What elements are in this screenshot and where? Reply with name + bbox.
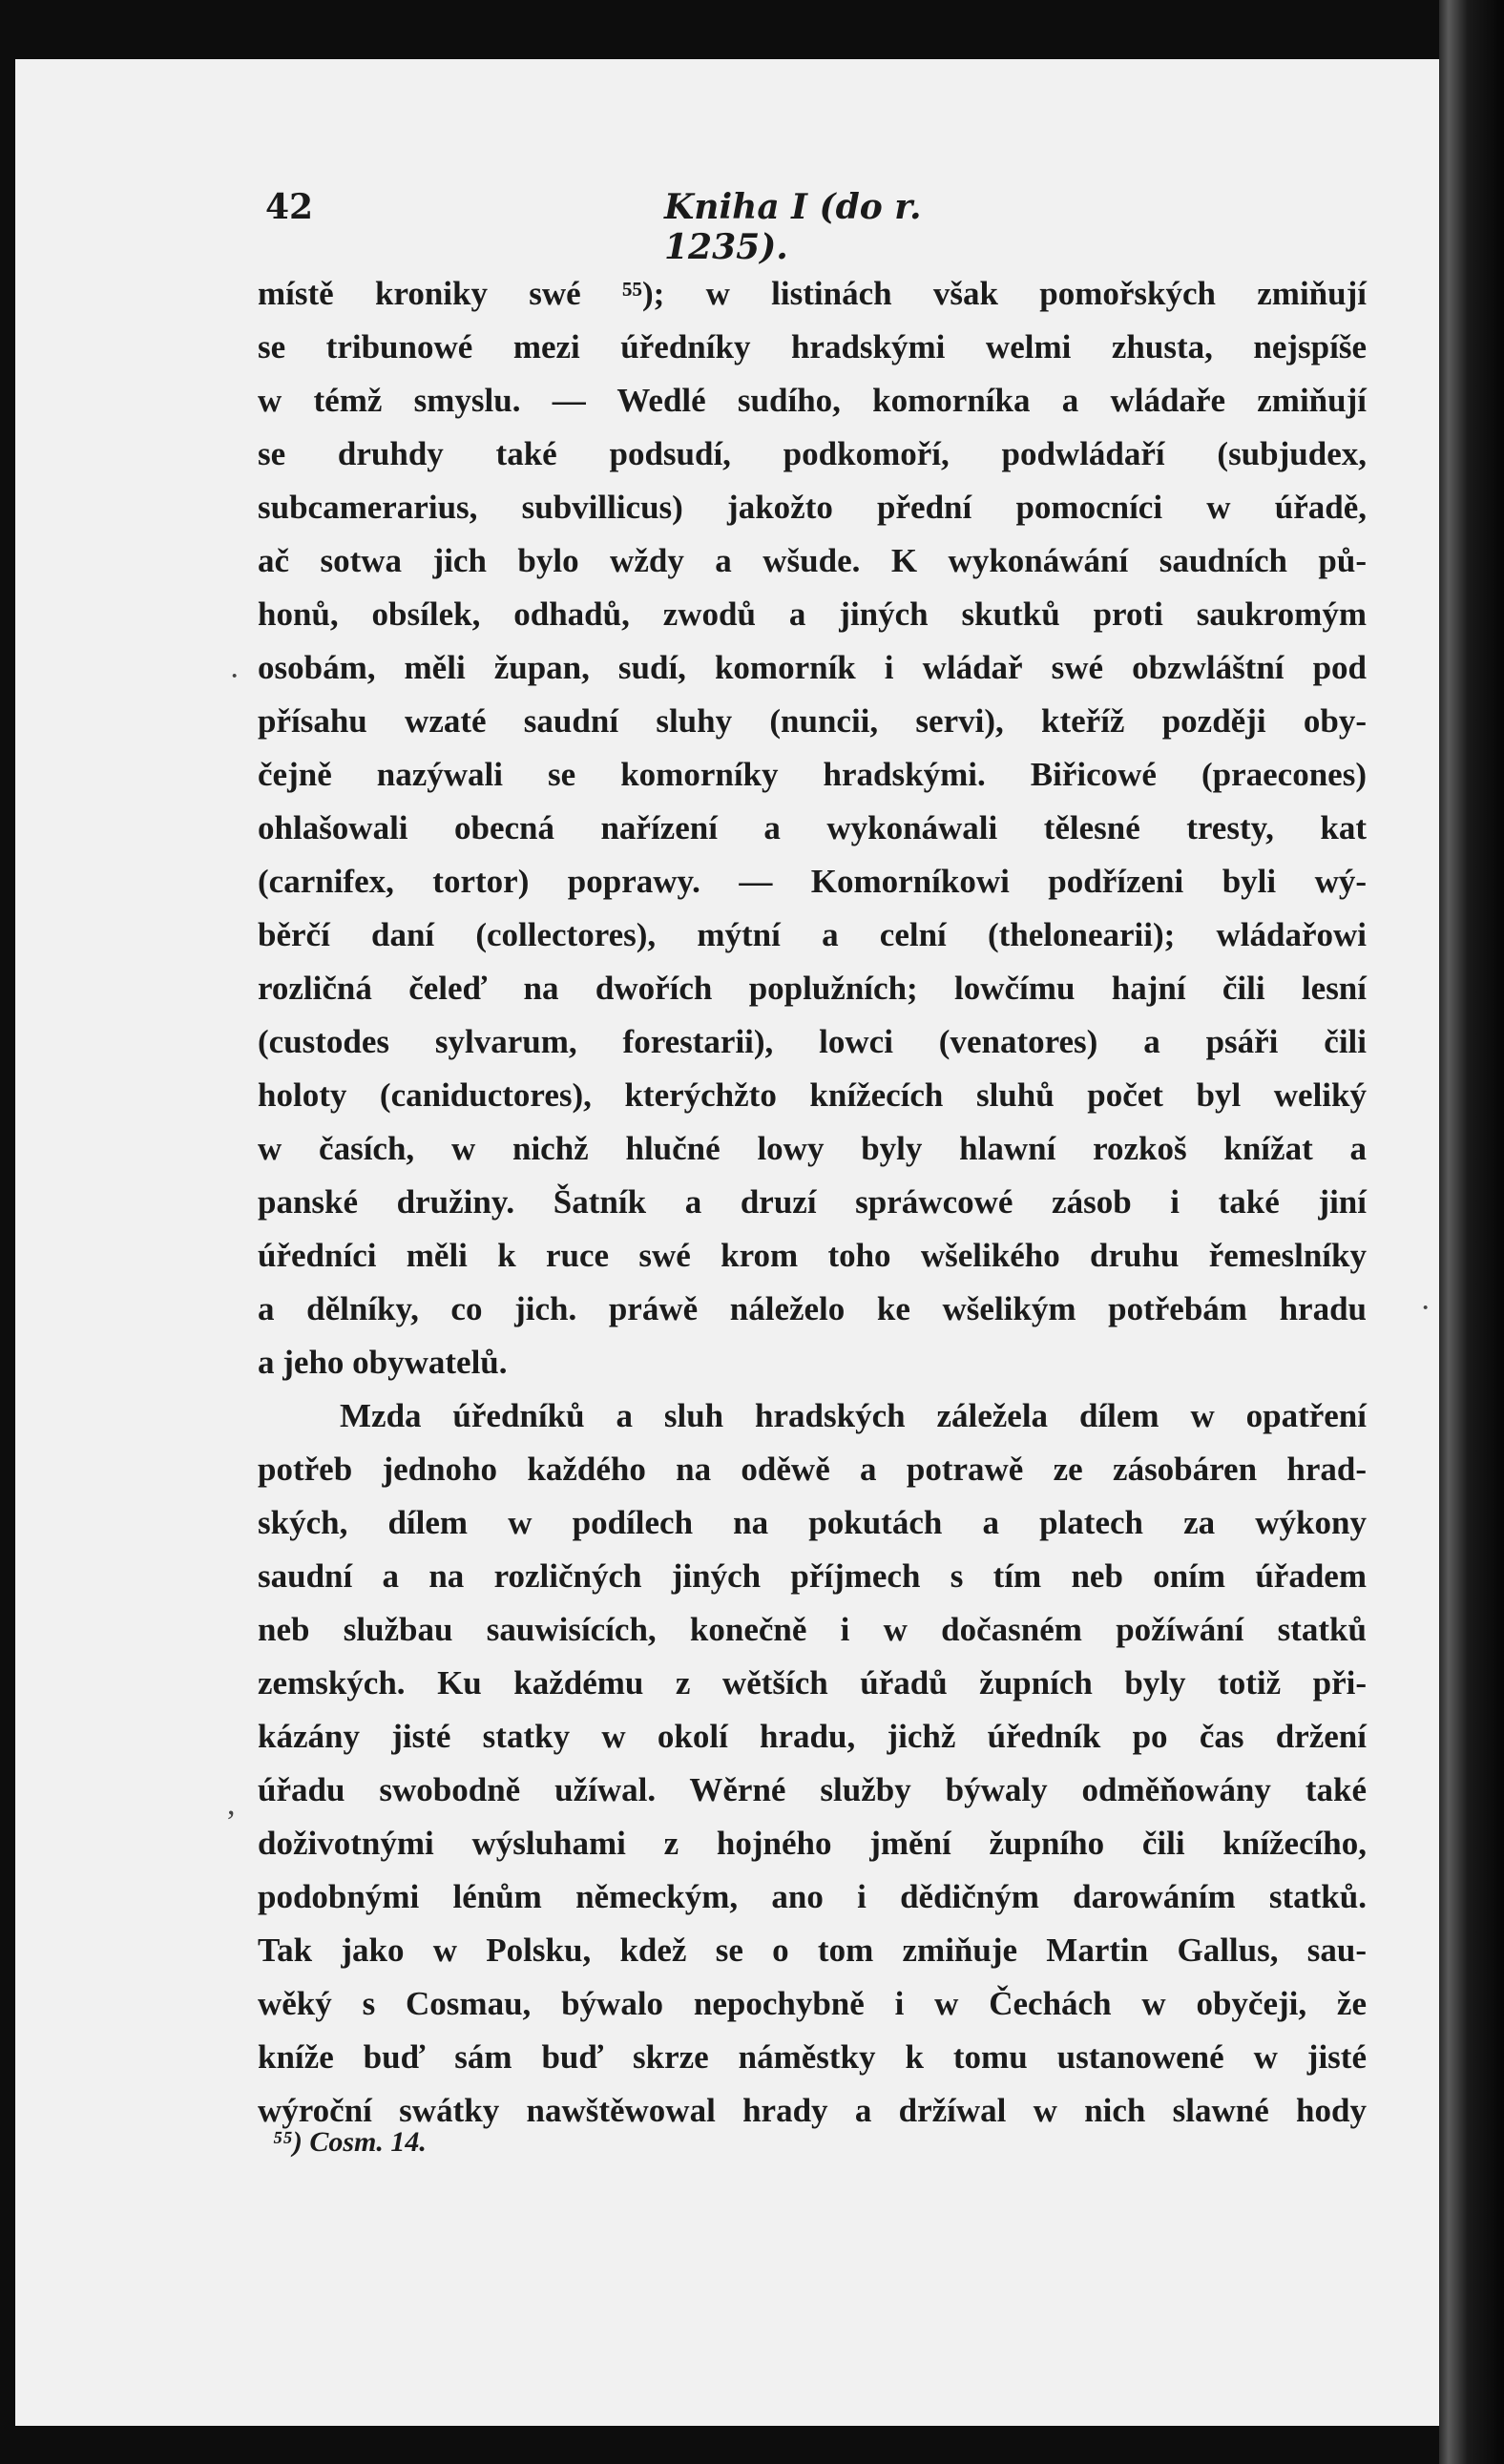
text-line: kníže buď sám buď skrze náměstky k tomu ustanowené w jisté [258,2038,1367,2076]
text-line: ských, dílem w podílech na pokutách a platech za wýkony [258,1504,1367,1541]
margin-speck: · [1420,1290,1431,1326]
text-line: w témž smyslu. — Wedlé sudího, komorníka a wládaře zmiňují [258,382,1367,419]
text-line: neb službau sauwisících, konečně i w dočasném požíwání statků [258,1611,1367,1648]
margin-speck: · [229,658,240,694]
text-line: wýroční swátky nawštěwowal hrady a držíwal w nich slawné hody [258,2092,1367,2129]
text-line: w časích, w nichž hlučné lowy byly hlawní rozkoš knížat a [258,1130,1367,1167]
text-line: podobnými lénům německým, ano i dědičným darowáním statků. [258,1878,1367,1915]
text-line-paragraph-end: a jeho obywatelů. [258,1344,508,1381]
text-line: osobám, měli župan, sudí, komorník i wládař swé obzwláštní pod [258,649,1367,686]
text-line: přísahu wzaté saudní sluhy (nuncii, servi), kteříž později oby- [258,702,1367,740]
text-line: potřeb jednoho každého na oděwě a potrawě ze zásobáren hrad- [258,1451,1367,1488]
text-line: subcamerarius, subvillicus) jakožto přední pomocníci w úřadě, [258,489,1367,526]
text-line: čejně nazýwali se komorníky hradskými. Biřicowé (praecones) [258,756,1367,793]
text-line: rozličná čeleď na dwořích poplužních; lowčímu hajní čili lesní [258,970,1367,1007]
text-line: (carnifex, tortor) poprawy. — Komorníkowi podřízeni byli wý- [258,863,1367,900]
text-line: (custodes sylvarum, forestarii), lowci (venatores) a psáři čili [258,1023,1367,1060]
text-line: úřadu swobodně užíwal. Wěrné služby býwaly odměňowány také [258,1771,1367,1808]
text-line: holoty (caniductores), kterýchžto knížecích sluhů počet byl weliký [258,1076,1367,1114]
text-line: zemských. Ku každému z wětších úřadů župních byly totiž při- [258,1664,1367,1702]
text-line: ač sotwa jich bylo wždy a wšude. K wykonáwání saudních pů- [258,542,1367,579]
running-head: Kniha I (do r. 1235). [664,187,922,267]
text-line: saudní a na rozličných jiných příjmech s tím neb oním úřadem [258,1557,1367,1595]
body-text [258,267,1367,2138]
page-number: 42 [265,187,314,227]
page-edge-shadow [1439,0,1504,2464]
text-line: ohlašowali obecná nařízení a wykonáwali tělesné tresty, kat [258,809,1367,846]
text-line-paragraph-start: Mzda úředníků a sluh hradských záležela dílem w opatření [340,1397,1367,1434]
footnote: ⁵⁵) Cosm. 14. [273,2126,427,2158]
margin-speck: , [227,1786,236,1822]
text-line: místě kroniky swé ⁵⁵); w listinách však pomořských zmiňují [258,275,1367,312]
text-line: běrčí daní (collectores), mýtní a celní (thelonearii); wládařowi [258,916,1367,953]
text-line: a dělníky, co jich. práwě náleželo ke wšelikým potřebám hradu [258,1290,1367,1327]
text-line: úředníci měli k ruce swé krom toho wšelikého druhu řemeslníky [258,1237,1367,1274]
text-line: Tak jako w Polsku, kdež se o tom zmiňuje Martin Gallus, sau- [258,1932,1367,1969]
text-line: kázány jisté statky w okolí hradu, jichž úředník po čas držení [258,1718,1367,1755]
text-line: se druhdy také podsudí, podkomoří, podwládaří (subjudex, [258,435,1367,472]
text-line: se tribunowé mezi úředníky hradskými welmi zhusta, nejspíše [258,328,1367,365]
text-line: doživotnými wýsluhami z hojného jmění župního čili knížecího, [258,1825,1367,1862]
page-header [265,187,991,267]
text-line: wěký s Cosmau, býwalo nepochybně i w Čechách w obyčeji, že [258,1985,1367,2022]
text-line: honů, obsílek, odhadů, zwodů a jiných skutků proti saukromým [258,595,1367,633]
text-line: panské družiny. Šatník a druzí spráwcowé zásob i také jiní [258,1183,1367,1221]
